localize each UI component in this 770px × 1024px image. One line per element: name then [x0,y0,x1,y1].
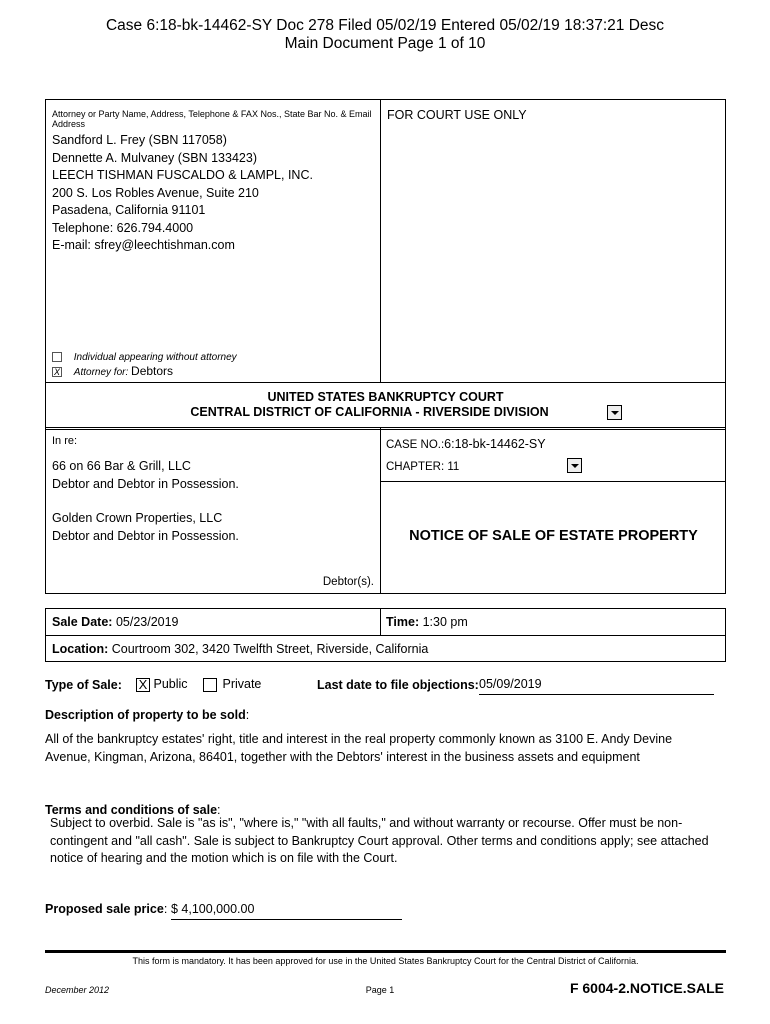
public-label: Public [153,677,188,691]
chapter-value: 11 [447,461,460,473]
case-header-line: Case 6:18-bk-14462-SY Doc 278 Filed 05/02/19 Entered 05/02/19 18:37:21 Desc [105,17,665,34]
private-label: Private [222,677,262,691]
attorney-line: Pasadena, California 91101 [52,203,206,217]
attorney-for-option[interactable] [52,366,173,378]
sale-type-label: Type of Sale: [45,678,122,692]
sale-date-label: Sale Date: [52,615,113,629]
court-name [45,390,726,420]
debtor-name: Golden Crown Properties, LLC [52,511,223,525]
court-name-line: UNITED STATES BANKRUPTCY COURT [267,390,504,404]
debtors-label: Debtor(s). [322,576,374,588]
case-number-divider [380,481,726,482]
attorney-for-value: Debtors [131,364,174,378]
caption-divider [380,99,381,382]
sale-time-label: Time: [386,615,420,629]
attorney-caption: Attorney or Party Name, Address, Telephone & FAX Nos., State Bar No. & Email Address [52,109,372,129]
notice-title: NOTICE OF SALE OF ESTATE PROPERTY [409,528,698,544]
case-number-label: CASE NO.: [386,439,445,451]
attorney-line: Sandford L. Frey (SBN 117058) [52,133,227,147]
attorney-line: LEECH TISHMAN FUSCALDO & LAMPL, INC. [52,168,313,182]
sale-location-label: Location: [52,642,109,656]
public-option[interactable] [136,676,188,694]
division-dropdown[interactable] [607,405,622,420]
attorney-line: 200 S. Los Robles Avenue, Suite 210 [52,185,259,200]
sale-location [52,641,428,659]
self-represented-label: Individual appearing without attorney [73,352,237,363]
sale-time [386,614,468,632]
private-option[interactable] [203,676,261,694]
attorney-line: E-mail: sfrey@leechtishman.com [52,238,235,252]
price-label: Proposed sale price [45,902,164,916]
price-heading: Proposed sale price: [45,902,168,916]
sale-type [45,677,122,695]
sale-details-divider [45,635,726,636]
footer-page: Page 1 [365,985,395,995]
description-text: All of the bankruptcy estates' right, title and interest in the real property commonly known as 3100 E. Andy Devine Avenue, Kingman, Arizona, 86401, together with the Debtors' interest in the business assets and equipment [45,732,673,764]
attorney-for-label: Attorney for: [73,367,129,378]
in-re-label: In re: [52,435,78,447]
debtor-list [52,458,372,545]
case-header-subline: Main Document Page 1 of 10 [284,35,486,52]
debtor-role: Debtor and Debtor in Possession. [52,476,239,491]
description-label: Description of property to be sold [45,708,246,722]
terms-label: Terms and conditions of sale [45,803,218,817]
public-checkbox[interactable]: X [136,678,150,692]
chapter [386,459,459,477]
case-number [386,436,546,455]
objection-deadline-label: Last date to file objections: [317,678,479,692]
sale-date-value: 05/23/2019 [115,615,179,629]
description-heading: Description of property to be sold: [45,708,250,722]
attorney-line: Telephone: 626.794.4000 [52,220,194,235]
price-field[interactable]: $ 4,100,000.00 [171,901,402,920]
attorney-line: Dennette A. Mulvaney (SBN 133423) [52,150,257,165]
footer-notice: This form is mandatory. It has been approved for use in the United States Bankruptcy Court for the Central District of California. [132,956,639,966]
attorney-for-checkbox[interactable]: X [53,367,60,378]
objection-deadline-field[interactable]: 05/09/2019 [479,676,714,695]
sale-time-divider [380,608,381,635]
court-divider [45,382,726,383]
court-division: CENTRAL DISTRICT OF CALIFORNIA - RIVERSIDE DIVISION [190,405,549,419]
self-represented-option[interactable] [52,352,237,363]
sale-time-value: 1:30 pm [422,615,468,629]
terms-text: Subject to overbid. Sale is "as is", "where is," "with all faults," and without warranty or recourse. Offer must be non-contingent and "all cash". Sale is subject to Bankruptcy Court approval. Other terms and conditions apply; see attached notice of hearing and the motion which is on file with the Court. [50,816,709,865]
footer-rule [45,950,726,953]
chapter-label: CHAPTER: [386,461,445,473]
debtor-name: 66 on 66 Bar & Grill, LLC [52,459,191,473]
private-checkbox[interactable] [203,678,217,692]
self-represented-checkbox[interactable] [52,352,62,362]
chapter-dropdown[interactable] [567,458,582,473]
sale-location-value: Courtroom 302, 3420 Twelfth Street, Riverside, California [111,642,429,656]
footer-form-id: F 6004-2.NOTICE.SALE [569,980,724,996]
footer-date: December 2012 [45,985,110,995]
sale-date [52,614,179,632]
attorney-info [52,132,372,255]
terms-heading: Terms and conditions of sale: [45,803,221,817]
debtor-role: Debtor and Debtor in Possession. [52,528,239,543]
case-number-value: 6:18-bk-14462-SY [444,437,546,451]
court-use-label: FOR COURT USE ONLY [387,108,527,122]
case-divider [380,427,381,594]
